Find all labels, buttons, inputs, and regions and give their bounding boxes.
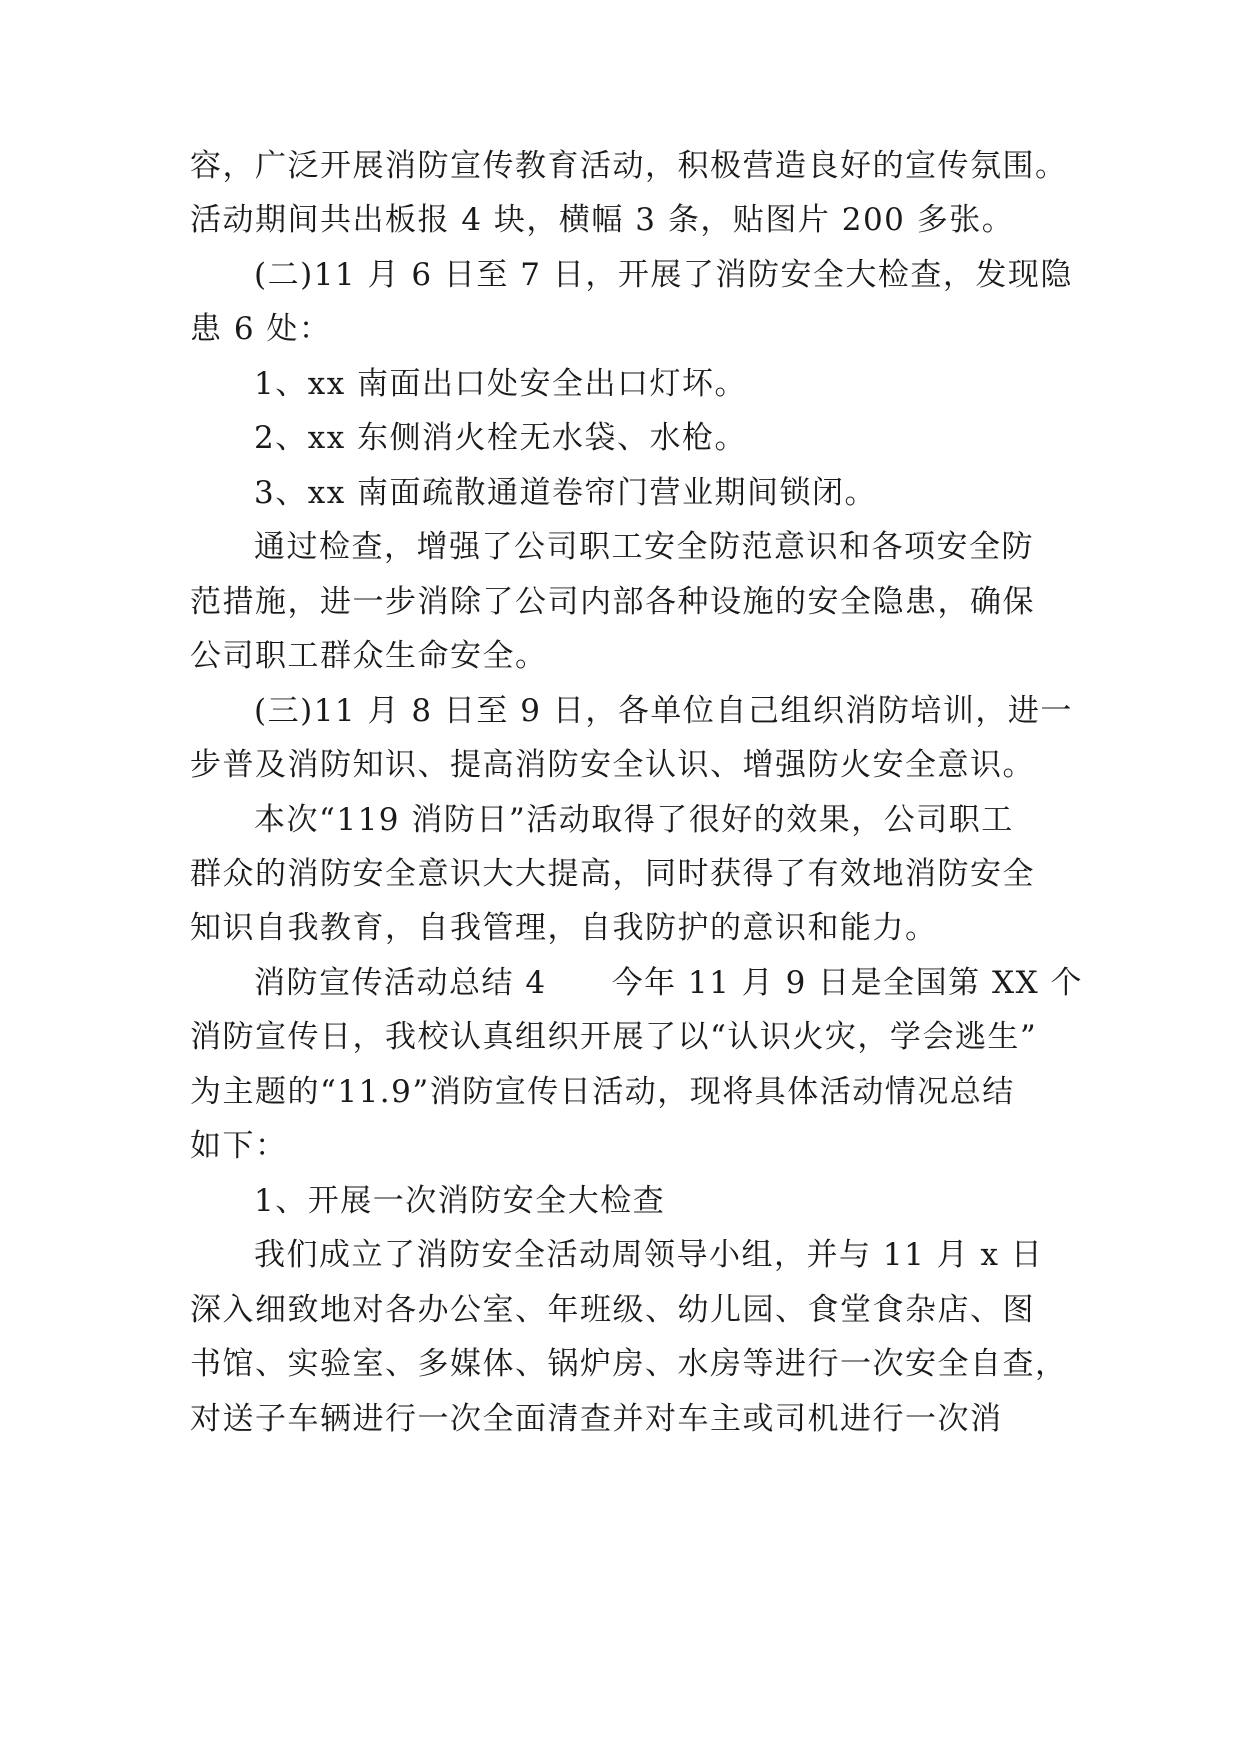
text-line: 书馆、实验室、多媒体、锅炉房、水房等进行一次安全自查，: [190, 1346, 1068, 1382]
text-line: 本次“119 消防日”活动取得了很好的效果，公司职工: [254, 802, 1014, 838]
text-line: 步普及消防知识、提高消防安全认识、增强防火安全意识。: [190, 747, 1035, 783]
list-item: 3、xx 南面疏散通道卷帘门营业期间锁闭。: [254, 475, 878, 511]
list-item: 1、xx 南面出口处安全出口灯坏。: [254, 366, 748, 402]
text-line: (三)11 月 8 日至 9 日，各单位自己组织消防培训，进一: [254, 693, 1073, 729]
text-line: 为主题的“11.9”消防宣传日活动，现将具体活动情况总结: [190, 1074, 1015, 1110]
text-line: 对送子车辆进行一次全面清查并对车主或司机进行一次消: [190, 1401, 1003, 1437]
text-line: 公司职工群众生命安全。: [190, 638, 548, 674]
text-line: 消防宣传日，我校认真组织开展了以“认识火灾，学会逃生”: [190, 1019, 1038, 1055]
list-item: 2、xx 东侧消火栓无水袋、水枪。: [254, 420, 748, 456]
subheading: 1、开展一次消防安全大检查: [254, 1183, 666, 1219]
text-line: 群众的消防安全意识大大提高，同时获得了有效地消防安全: [190, 856, 1035, 892]
text-line: 范措施，进一步消除了公司内部各种设施的安全隐患，确保: [190, 584, 1035, 620]
text-line: 活动期间共出板报 4 块，横幅 3 条，贴图片 200 多张。: [190, 202, 1015, 238]
text-line: 通过检查，增强了公司职工安全防范意识和各项安全防: [254, 529, 1034, 565]
text-line: 我们成立了消防安全活动周领导小组，并与 11 月 x 日: [254, 1237, 1044, 1273]
section-heading-line: 消防宣传活动总结 4 今年 11 月 9 日是全国第 XX 个: [254, 965, 1084, 1001]
text-line: (二)11 月 6 日至 7 日，开展了消防安全大检查，发现隐: [254, 257, 1073, 293]
text-line: 容，广泛开展消防宣传教育活动，积极营造良好的宣传氛围。: [190, 148, 1068, 184]
text-line: 患 6 处：: [190, 311, 332, 347]
text-line: 知识自我教育，自我管理，自我防护的意识和能力。: [190, 910, 938, 946]
text-line: 如下：: [190, 1128, 288, 1164]
text-line: 深入细致地对各办公室、年班级、幼儿园、食堂食杂店、图: [190, 1292, 1035, 1328]
